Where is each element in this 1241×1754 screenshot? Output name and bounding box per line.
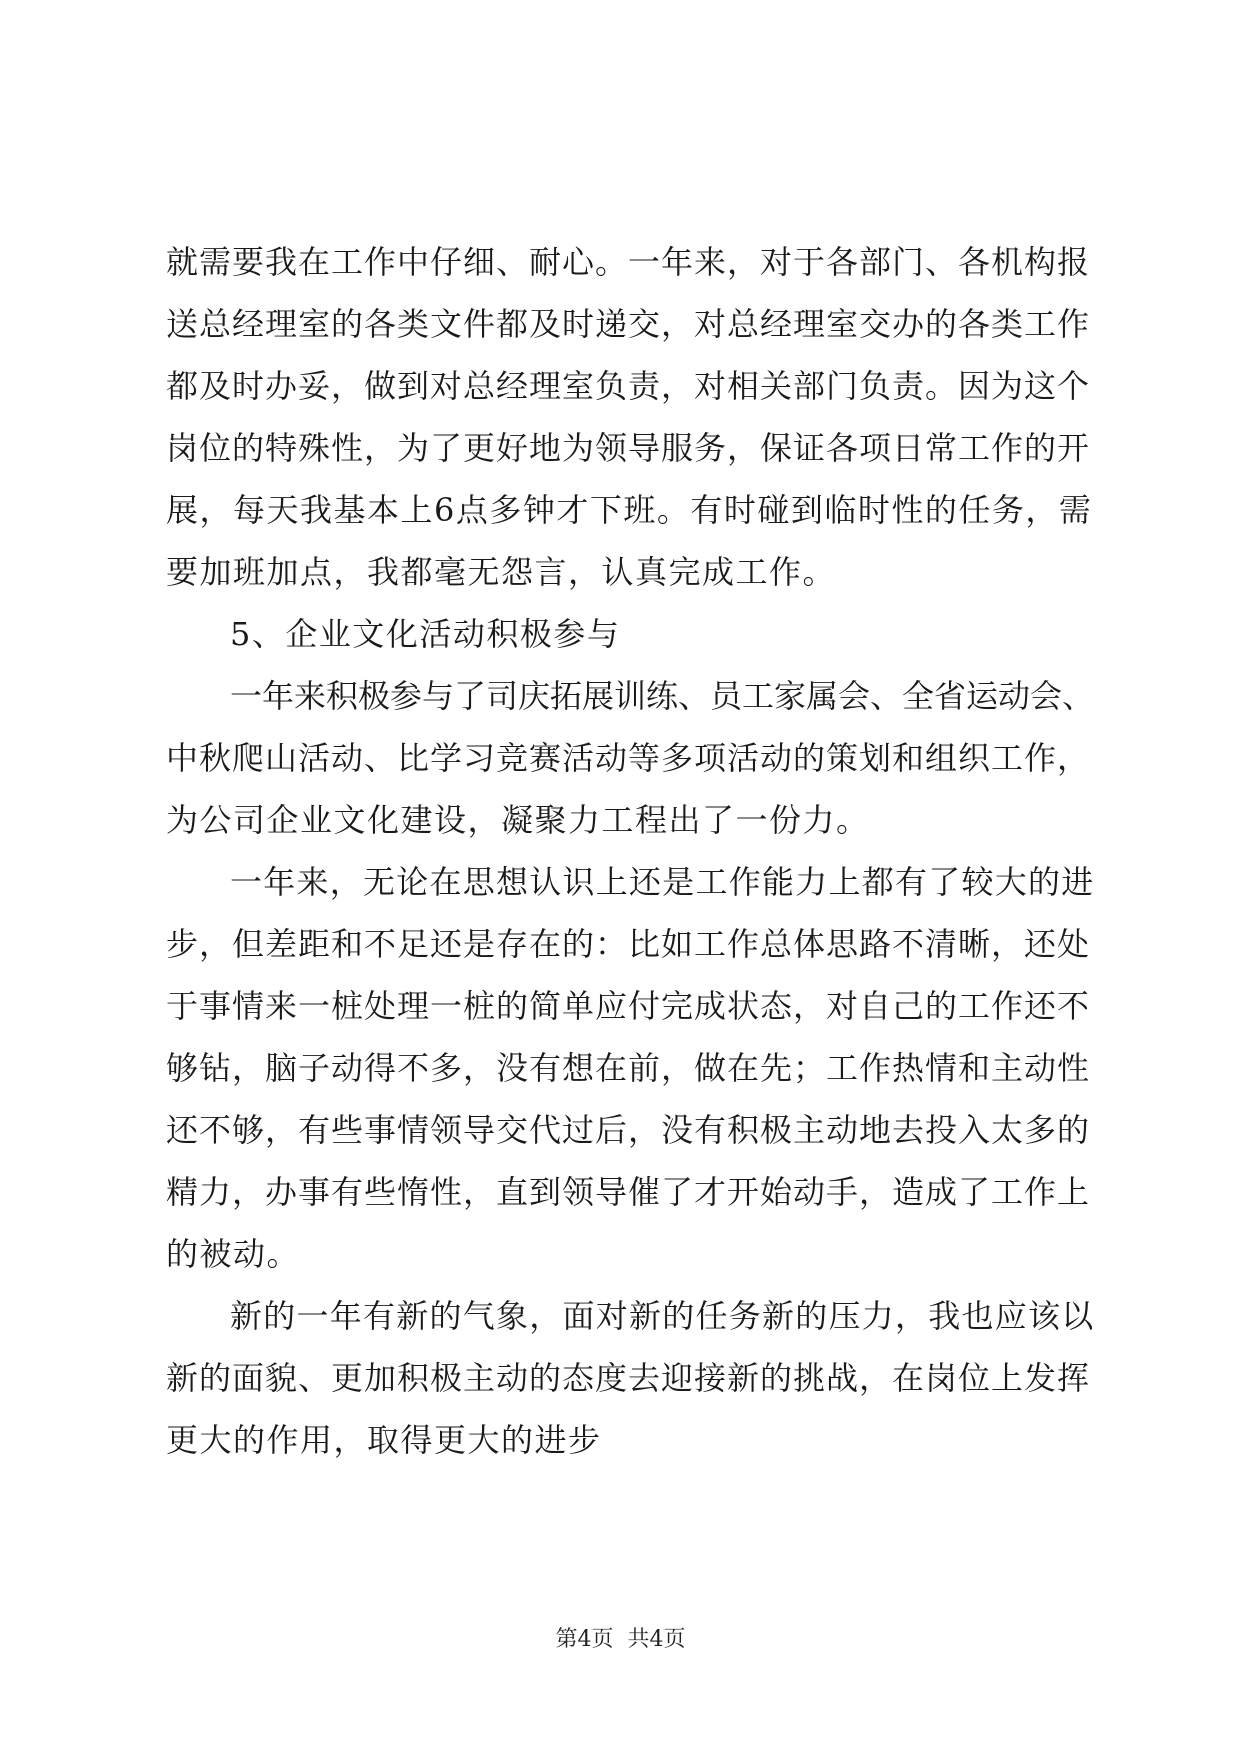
text-line: 就需要我在工作中仔细、耐心。一年来，对于各部门、各机构报 bbox=[166, 243, 1091, 281]
text-line: 岗位的特殊性，为了更好地为领导服务，保证各项日常工作的开 bbox=[166, 429, 1091, 467]
page-number-label: 第4页 共4页 bbox=[555, 1627, 686, 1652]
text-line: 于事情来一桩处理一桩的简单应付完成状态，对自己的工作还不 bbox=[166, 987, 1091, 1025]
text-line: 中秋爬山活动、比学习竞赛活动等多项活动的策划和组织工作， bbox=[166, 739, 1091, 777]
text-line: 步，但差距和不足还是存在的：比如工作总体思路不清晰，还处 bbox=[166, 925, 1091, 963]
text-line: 都及时办妥，做到对总经理室负责，对相关部门负责。因为这个 bbox=[166, 367, 1091, 405]
document-body bbox=[166, 231, 1096, 1471]
text-line: 够钻，脑子动得不多，没有想在前，做在先；工作热情和主动性 bbox=[166, 1049, 1091, 1087]
text-line: 新的面貌、更加积极主动的态度去迎接新的挑战，在岗位上发挥 bbox=[166, 1359, 1091, 1397]
text-line: 送总经理室的各类文件都及时递交，对总经理室交办的各类工作 bbox=[166, 305, 1091, 343]
paragraph-5 bbox=[166, 1285, 1096, 1471]
text-line: 新的一年有新的气象，面对新的任务新的压力，我也应该以 bbox=[230, 1297, 1095, 1335]
text-line: 为公司企业文化建设，凝聚力工程出了一份力。 bbox=[166, 801, 870, 839]
text-line: 展，每天我基本上6点多钟才下班。有时碰到临时性的任务，需 bbox=[166, 491, 1093, 529]
text-line: 还不够，有些事情领导交代过后，没有积极主动地去投入太多的 bbox=[166, 1111, 1091, 1149]
page-footer bbox=[0, 1625, 1241, 1655]
paragraph-3 bbox=[166, 665, 1096, 851]
section-heading-text: 5、企业文化活动积极参与 bbox=[230, 615, 621, 653]
section-heading bbox=[166, 603, 1096, 665]
text-line: 精力，办事有些惰性，直到领导催了才开始动手，造成了工作上 bbox=[166, 1173, 1091, 1211]
text-line: 一年来积极参与了司庆拓展训练、员工家属会、全省运动会、 bbox=[230, 677, 1095, 715]
text-line: 一年来，无论在思想认识上还是工作能力上都有了较大的进 bbox=[230, 863, 1095, 901]
paragraph-1 bbox=[166, 231, 1096, 603]
text-line: 更大的作用，取得更大的进步 bbox=[166, 1421, 602, 1459]
text-line: 要加班加点，我都毫无怨言，认真完成工作。 bbox=[166, 553, 837, 591]
text-line: 的被动。 bbox=[166, 1235, 301, 1273]
paragraph-4 bbox=[166, 851, 1096, 1285]
